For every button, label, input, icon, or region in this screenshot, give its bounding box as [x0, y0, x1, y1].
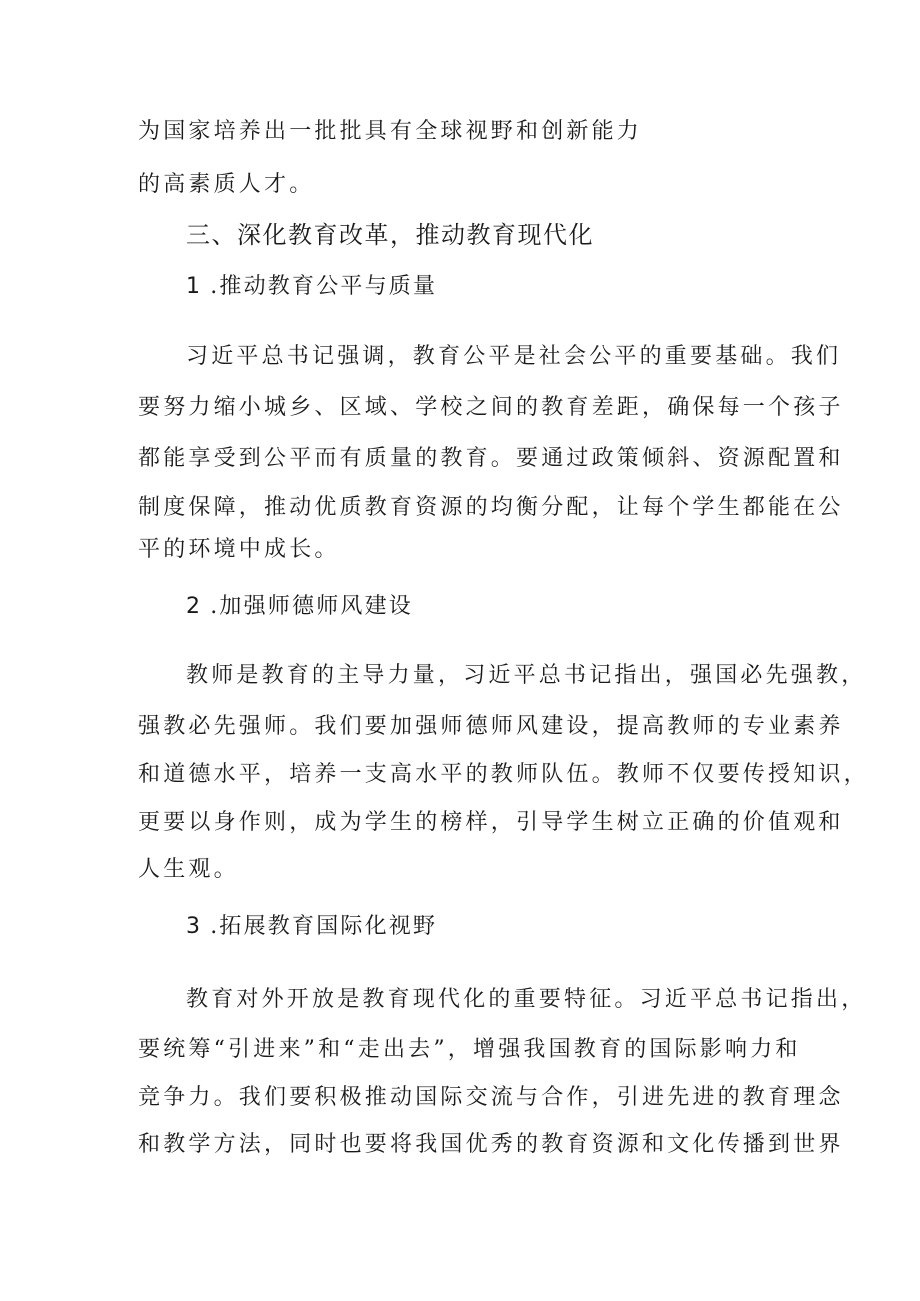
- paragraph-2-line-3: 和道德水平，培养一支高水平的教师队伍。教师不仅要传授知识，: [138, 762, 869, 787]
- paragraph-2-line-2: 强教必先强师。我们要加强师德师风建设，提高教师的专业素养: [138, 714, 844, 739]
- subsection-2-heading: [186, 592, 413, 622]
- paragraph-2-line-4: 更要以身作则，成为学生的榜样，引导学生树立正确的价值观和: [138, 810, 844, 835]
- paragraph-3-line-4: 和教学方法，同时也要将我国优秀的教育资源和文化传播到世界: [138, 1132, 844, 1157]
- paragraph-1-line-5: 平的环境中成长。: [138, 537, 340, 562]
- subsection-2-title: .加强师德师风建设: [210, 594, 413, 619]
- section-heading: 三、深化教育改革，推动教育现代化: [186, 221, 594, 249]
- subsection-1-title: .推动教育公平与质量: [210, 274, 438, 299]
- paragraph-1-line-3: 都能享受到公平而有质量的教育。要通过政策倾斜、资源配置和: [138, 446, 844, 471]
- paragraph-2-line-5: 人生观。: [138, 857, 239, 882]
- paragraph-1-line-4: 制度保障，推动优质教育资源的均衡分配，让每个学生都能在公: [138, 495, 844, 520]
- intro-line-1: 为国家培养出一批批具有全球视野和创新能力: [138, 119, 643, 144]
- paragraph-3-line-2: 要统筹“引进来”和“走出去”，增强我国教育的国际影响力和: [138, 1037, 801, 1062]
- paragraph-2-line-1: 教师是教育的主导力量，习近平总书记指出，强国必先强教，: [186, 663, 867, 688]
- subsection-3-heading: [186, 912, 437, 942]
- paragraph-1-line-1: 习近平总书记强调，教育公平是社会公平的重要基础。我们: [186, 344, 842, 369]
- subsection-3-number: 3: [186, 914, 203, 939]
- intro-line-2: 的高素质人才。: [138, 172, 315, 197]
- subsection-2-number: 2: [186, 594, 203, 619]
- subsection-1-number: 1: [186, 274, 203, 299]
- paragraph-3-line-3: 竞争力。我们要积极推动国际交流与合作，引进先进的教育理念: [138, 1085, 844, 1110]
- paragraph-3-line-1: 教育对外开放是教育现代化的重要特征。习近平总书记指出，: [186, 987, 867, 1012]
- subsection-1-heading: [186, 272, 437, 302]
- paragraph-1-line-2: 要努力缩小城乡、区域、学校之间的教育差距，确保每一个孩子: [138, 395, 844, 420]
- subsection-3-title: .拓展教育国际化视野: [210, 914, 438, 939]
